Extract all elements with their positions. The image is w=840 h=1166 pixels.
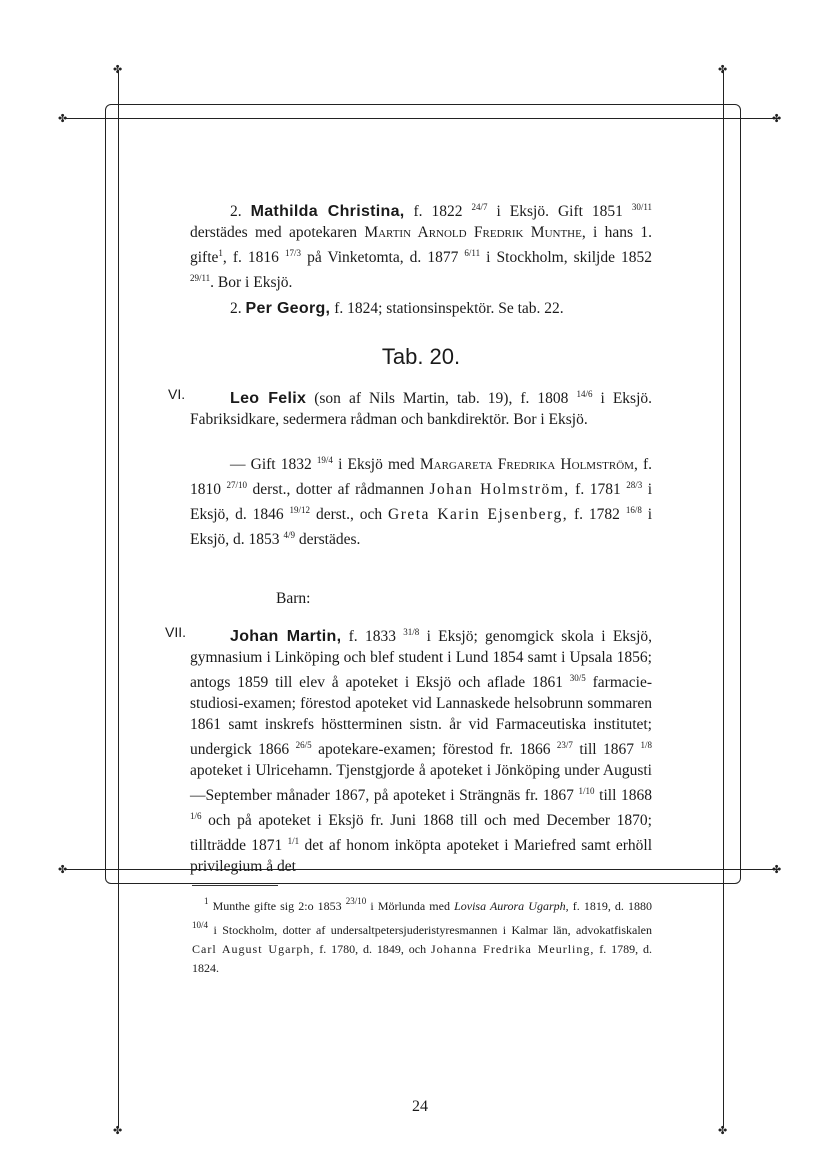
spouse-name: Margareta Fredrika Holmström, bbox=[419, 456, 638, 473]
entry-johan-martin: VII. Johan Martin, f. 1833 $^{31/8}$ i Eksjö; genomgick skola i Eksjö, gymnasium i Linköping och blef student i Lund 1854 samt i Upsala 1856; antogs 1859 till elev å apoteket i Eksjö och aflade 1861 $^{30/5}$ farmacie-studiosi-examen; förestod apoteket vid Lannaskede helsobrunn sommaren 1861 samt inskrefs höstterminen sistn. år vid Farmaceutiska institutet; undergick 1866 $^{26/5}$ apotekare-examen; förestod fr. 1866 $^{23/7}$ till 1867 $^{1/8}$ apoteket i Ulricehamn. Tjenstgjorde å apoteket i Jönköping under Augusti —September månader 1867, på apoteket i Strängnäs fr. 1867 $^{1/10}$ till 1868 $^{1/6}$ och på apoteket i Eksjö fr. Juni 1868 till och med December 1870; tillträdde 1871 $^{1/1}$ det af honom inköpta apoteket i Mariefred samt erhöll privilegium å det bbox=[165, 624, 653, 875]
corner-ornament-icon: ✤ bbox=[718, 1124, 728, 1137]
generation-numeral: VI. bbox=[168, 386, 186, 402]
date-fraction: 29/11 bbox=[190, 273, 211, 283]
person-name: Johan Martin, bbox=[230, 628, 342, 645]
date-fraction: 23/7 bbox=[556, 740, 573, 750]
date-fraction: 26/5 bbox=[295, 740, 312, 750]
corner-ornament-icon: ✤ bbox=[58, 112, 68, 125]
footnote-separator bbox=[192, 885, 278, 886]
father-name: Johan Holmström, bbox=[429, 481, 570, 498]
date-fraction: 1/6 bbox=[190, 811, 202, 821]
corner-ornament-icon: ✤ bbox=[113, 1124, 123, 1137]
date-fraction: 6/11 bbox=[464, 248, 481, 258]
date-fraction: 30/11 bbox=[631, 202, 653, 212]
date-fraction: 27/10 bbox=[226, 480, 248, 490]
generation-number: 2. bbox=[230, 203, 242, 220]
corner-rule-top-horizontal bbox=[64, 118, 780, 119]
date-fraction: 23/10 bbox=[345, 896, 367, 906]
mother-name: Greta Karin Ejsenberg, bbox=[388, 506, 569, 523]
corner-rule-left-vertical bbox=[118, 70, 119, 1128]
date-fraction: 28/3 bbox=[626, 480, 643, 490]
entry-leo-felix: VI. Leo Felix (son af Nils Martin, tab. 19), f. 1808 $^{14/6}$ i Eksjö. Fabriksidkare, sedermera rådman och bankdirektör. Bor i Eksjö. bbox=[168, 386, 653, 428]
date-fraction: 10/4 bbox=[192, 920, 209, 930]
generation-numeral: VII. bbox=[165, 624, 187, 640]
person-name-spaced: Johanna Fredrika Meurling, bbox=[430, 942, 595, 956]
generation-number: 2. bbox=[230, 300, 242, 317]
person-name: Mathilda Christina, bbox=[250, 203, 405, 220]
person-name: Per Georg, bbox=[245, 300, 331, 317]
date-fraction: 19/12 bbox=[289, 505, 311, 515]
corner-ornament-icon: ✤ bbox=[718, 63, 728, 76]
spouse-name: Martin Arnold Fredrik Munthe, bbox=[364, 224, 586, 241]
entry-per-georg: 2. Per Georg, f. 1824; stationsinspektör. Se tab. 22. bbox=[230, 300, 564, 317]
date-fraction: 14/6 bbox=[576, 389, 593, 399]
corner-ornament-icon: ✤ bbox=[113, 63, 123, 76]
page-number: 24 bbox=[412, 1098, 428, 1115]
date-fraction: 16/8 bbox=[625, 505, 642, 515]
date-fraction: 17/3 bbox=[285, 248, 302, 258]
date-fraction: 1/1 bbox=[287, 836, 300, 846]
footnote-marker: 1 bbox=[204, 896, 209, 906]
corner-ornament-icon: ✤ bbox=[772, 112, 782, 125]
entry-mathilda: 2. Mathilda Christina, f. 1822 $^{24/7}$ i Eksjö. Gift 1851 $^{30/11}$ derstädes med apotekaren Martin Arnold Fredrik Munthe, i hans 1. gifte$^1$, f. 1816 $^{17/3}$ på Vinketomta, d. 1877 $^{6/11}$ i Stockholm, skiljde 1852 $^{29/11}$. Bor i Eksjö. bbox=[190, 202, 653, 291]
date-fraction: 30/5 bbox=[569, 673, 586, 683]
date-fraction: 19/4 bbox=[316, 455, 333, 465]
footnote-marker: 1 bbox=[218, 248, 223, 258]
table-heading: Tab. 20. bbox=[381, 344, 461, 369]
footnote: $^1$ Munthe gifte sig 2:o 1853 $^{23/10}$ i Mörlunda med Lovisa Aurora Ugarph, f. 1819, d. 1880 $^{10/4}$ i Stockholm, dotter af undersaltpetersjuderistyresmannen i Kalmar län, advokatfiskalen Carl August Ugarph, f. 1780, d. 1849, och Johanna Fredrika Meurling, f. 1789, d. 1824. bbox=[192, 896, 653, 975]
date-fraction: 4/9 bbox=[283, 530, 295, 540]
entry-marriage: — Gift 1832 $^{19/4}$ i Eksjö med Margareta Fredrika Holmström, f. 1810 $^{27/10}$ derst., dotter af rådmannen Johan Holmström, f. 1781 $^{28/3}$ i Eksjö, d. 1846 $^{19/12}$ derst., och Greta Karin Ejsenberg, f. 1782 $^{16/8}$ i Eksjö, d. 1853 $^{4/9}$ derstädes. bbox=[190, 455, 653, 548]
corner-rule-right-vertical bbox=[723, 70, 724, 1128]
date-fraction: 24/7 bbox=[471, 202, 488, 212]
date-fraction: 31/8 bbox=[403, 627, 420, 637]
corner-ornament-icon: ✤ bbox=[772, 863, 782, 876]
person-name: Leo Felix bbox=[230, 390, 307, 407]
corner-ornament-icon: ✤ bbox=[58, 863, 68, 876]
person-name-italic: Lovisa Aurora Ugarph, bbox=[454, 899, 569, 913]
children-label: Barn: bbox=[276, 590, 311, 607]
date-fraction: 1/8 bbox=[640, 740, 653, 750]
person-name-spaced: Carl August Ugarph, bbox=[192, 942, 315, 956]
date-fraction: 1/10 bbox=[578, 786, 595, 796]
